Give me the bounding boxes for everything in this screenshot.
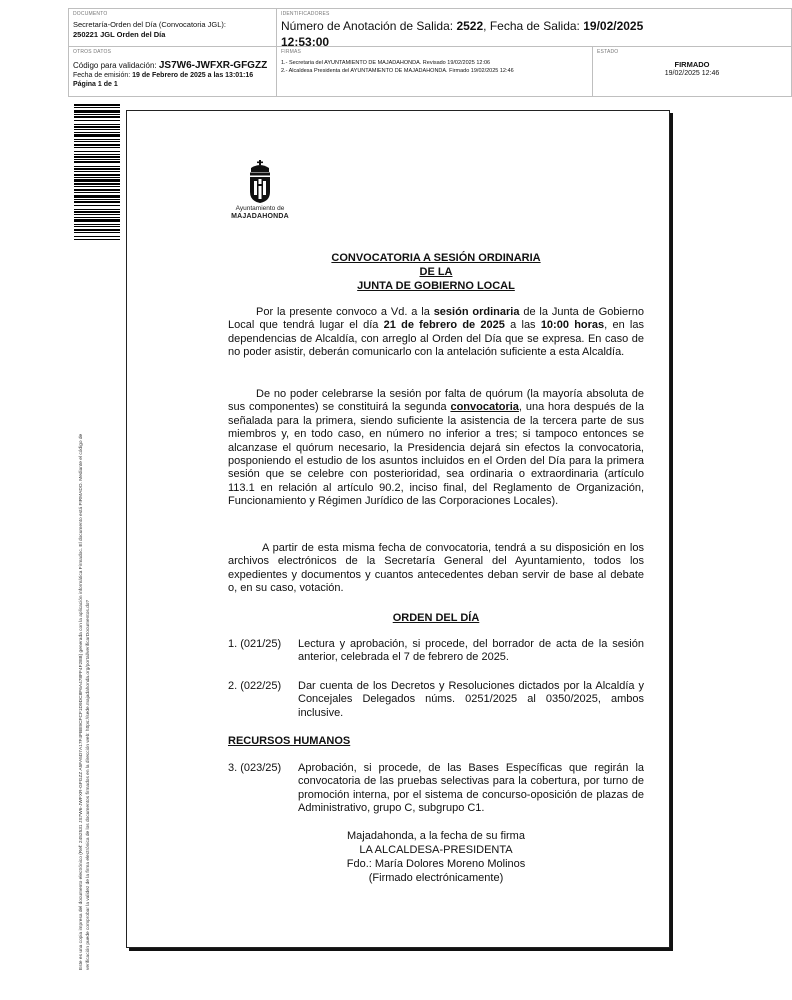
signature-role: LA ALCALDESA-PRESIDENTA — [359, 844, 513, 856]
anotacion-prefix: Número de Anotación de Salida: — [281, 19, 457, 33]
p1-bold-sesion: sesión ordinaria — [433, 306, 520, 318]
p1-bold-date: 21 de febrero de 2025 — [383, 319, 505, 332]
status-date: 19/02/2025 12:46 — [664, 70, 720, 77]
barcode-icon — [74, 104, 120, 240]
verification-side-note — [78, 300, 92, 970]
p1-text3: a las — [504, 319, 541, 332]
otros-datos-cell — [69, 47, 277, 96]
barcode-stripe — [74, 192, 120, 193]
paragraph-quorum — [228, 388, 644, 509]
firma-1: 1.- Secretaria del AYUNTAMIENTO DE MAJADAHONDA. Revisado 19/02/2025 12:06 — [281, 60, 491, 66]
anotacion-time: 12:53:00 — [281, 35, 330, 47]
p1-text1: Por la presente convoco a Vd. a la — [256, 306, 434, 318]
signature-place-date: Majadahonda, a la fecha de su firma — [347, 830, 525, 842]
p2-bold-convocatoria: convocatoria — [450, 401, 519, 414]
p2-text1: De no poder celebrarse la sesión por falta de quórum (la mayoría absoluta de sus componentes) se constituirá la segunda — [228, 388, 644, 414]
barcode-stripe — [74, 166, 120, 167]
firmas-cell — [277, 47, 593, 96]
barcode-stripe — [74, 144, 120, 146]
anotacion-date: 19/02/2025 — [583, 19, 644, 33]
emission-label: Fecha de emisión: — [73, 72, 133, 79]
barcode-stripe — [74, 229, 120, 231]
p1-bold-time: 10:00 horas — [540, 319, 605, 332]
page-count: Página 1 de 1 — [73, 81, 118, 88]
barcode-stripe — [74, 199, 120, 200]
barcode-stripe — [74, 179, 120, 182]
validation-code-label: Código para validación: — [73, 61, 159, 70]
barcode-stripe — [74, 201, 120, 203]
emission-date: 19 de Febrero de 2025 a las 13:01:16 — [132, 72, 254, 79]
side-note-line1: Este es una copia impresa del documento electrónico (Ref: 2452531 JS7W6-JWFXR-GFGZZ A5FA5D7A17F4FBE9CFCF1D9DC8F6A478FF4F2EB) generada con la aplicación informática Firmadoc. El documento está FIRMADO. Mediante el código de — [79, 433, 84, 970]
emission-line — [73, 71, 272, 80]
barcode-stripe — [74, 141, 120, 142]
documento-caption: DOCUMENTO — [73, 11, 108, 17]
agenda-item — [228, 680, 644, 720]
barcode-stripe — [74, 209, 120, 210]
barcode-stripe — [74, 156, 120, 158]
crown-coat-of-arms-icon — [245, 160, 275, 204]
title-line3: JUNTA DE GOBIERNO LOCAL — [357, 280, 515, 292]
firmas-caption: FIRMAS — [281, 49, 302, 55]
barcode-stripe — [74, 177, 120, 178]
document-metadata-header — [68, 8, 792, 97]
otros-datos-caption: OTROS DATOS — [73, 49, 112, 55]
estado-caption: ESTADO — [597, 49, 619, 55]
agenda-item — [228, 638, 644, 665]
p1-text2: de la Junta de Gobierno Local que tendrá lugar el día — [228, 306, 644, 332]
anotacion-time-line — [281, 35, 787, 47]
documento-cell — [69, 9, 277, 47]
barcode-stripe — [74, 224, 120, 225]
barcode-stripe — [74, 154, 120, 155]
barcode-stripe — [74, 132, 120, 133]
barcode-stripe — [74, 239, 120, 240]
agenda-item — [228, 762, 644, 816]
documento-line1: Secretaría-Orden del Día (Convocatoria JGL): — [73, 20, 226, 29]
firma-2: 2.- Alcaldesa Presidenta del AYUNTAMIENTO DE MAJADAHONDA. Firmado 19/02/2025 12:46 — [281, 68, 514, 74]
logo-text-line1: Ayuntamiento de — [235, 205, 285, 212]
barcode-stripe — [74, 189, 120, 191]
identificadores-cell — [277, 9, 791, 47]
barcode-stripe — [74, 107, 120, 108]
anotacion-mid: , Fecha de Salida: — [483, 19, 584, 33]
barcode-stripe — [74, 120, 120, 121]
barcode-stripe — [74, 151, 120, 152]
barcode-stripe — [74, 217, 120, 218]
barcode-stripe — [74, 195, 120, 198]
logo-text-line2: MAJADAHONDA — [231, 213, 289, 220]
barcode-stripe — [74, 124, 120, 125]
paragraph-disposicion: A partir de esta misma fecha de convocatoria, tendrá a su disposición en los archivos electrónicos de la Secretaría General del Ayuntamiento, todos los expedientes y documentos y cuantos antecedentes deban servir de base al debate o, en su caso, votación. — [228, 542, 644, 595]
barcode-stripe — [74, 159, 120, 160]
city-logo — [228, 160, 292, 230]
anotacion-salida — [281, 19, 787, 34]
barcode-stripe — [74, 168, 120, 170]
barcode-stripe — [74, 129, 120, 130]
document-page-frame — [126, 110, 670, 948]
barcode-stripe — [74, 104, 120, 106]
agenda-item-number: 2. (022/25) — [228, 680, 282, 692]
barcode-stripe — [74, 134, 120, 137]
barcode-stripe — [74, 232, 120, 233]
p2-text2: , una hora después de la señalada para la primera, siendo suficiente la asistencia de la tercera parte de sus miembros y, en todo caso, en número no inferior a tres; si tampoco entonces se alcanzase el quórum necesario, la Presidencia dejará sin efectos la convocatoria, posponiendo el estudio de los asuntos incluidos en el Orden del Día para la primera sesión que se celebre con posterioridad, sea ordinaria o extraordinaria (artículo 113.1 en relación al artículo 90.2, inciso final, del Reglamento de Organización, Funcionamiento y Régimen Jurídico de las Corporaciones Locales). — [228, 401, 644, 508]
barcode-stripe — [74, 186, 120, 187]
barcode-stripe — [74, 205, 120, 206]
agenda-item-text: Lectura y aprobación, si procede, del borrador de acta de la sesión anterior, celebrada el 7 de febrero de 2025. — [298, 638, 644, 664]
documento-line2: 250221 JGL Orden del Día — [73, 30, 166, 39]
signature-block — [228, 829, 644, 885]
barcode-stripe — [74, 226, 120, 227]
barcode-stripe — [74, 219, 120, 222]
barcode-stripe — [74, 116, 120, 118]
barcode-stripe — [74, 214, 120, 215]
barcode-stripe — [74, 147, 120, 148]
estado-cell — [593, 47, 791, 96]
paragraph-convocatoria — [228, 306, 644, 360]
barcode-stripe — [74, 139, 120, 140]
barcode-stripe — [74, 183, 120, 185]
barcode-stripe — [74, 161, 120, 163]
title-line2: DE LA — [419, 266, 453, 278]
agenda-item-number: 3. (023/25) — [228, 762, 282, 774]
signature-name: Fdo.: María Dolores Moreno Molinos — [346, 858, 526, 870]
barcode-stripe — [74, 211, 120, 213]
agenda-item-text: Aprobación, si procede, de las Bases Específicas que regirán la convocatoria de las pruebas selectivas para la cobertura, por turno de promoción interna, por el sistema de concurso-oposición de plazas de Administrativo, grupo C, subgrupo C1. — [298, 762, 644, 815]
signature-note: (Firmado electrónicamente) — [368, 872, 504, 884]
validation-code: JS7W6-JWFXR-GFGZZ — [158, 60, 268, 71]
orden-del-dia-title: ORDEN DEL DÍA — [392, 612, 480, 624]
side-note-line2: verificación puede comprobar la validez de la firma electrónica de los documentos firmados en la dirección web: https://sede.majadahonda.org/portal/verificarDocumentos.do? — [86, 599, 91, 970]
barcode-stripe — [74, 174, 120, 176]
anotacion-number: 2522 — [456, 19, 484, 33]
barcode-stripe — [74, 236, 120, 237]
validation-code-line — [73, 60, 272, 71]
barcode-stripe — [74, 171, 120, 172]
status-badge: FIRMADO — [674, 60, 710, 69]
barcode-stripe — [74, 110, 120, 113]
agenda-item-number: 1. (021/25) — [228, 638, 282, 650]
p1-text4: , en las dependencias de Alcaldía, con arreglo al Orden del Día que se expresa. En caso de no poder asistir, deberán comunicarlo con la antelación suficiente a esta Alcaldía. — [228, 319, 644, 359]
identificadores-caption: IDENTIFICADORES — [281, 11, 330, 17]
barcode-stripe — [74, 114, 120, 115]
title-line1: CONVOCATORIA A SESIÓN ORDINARIA — [331, 252, 541, 264]
section-recursos-humanos: RECURSOS HUMANOS — [228, 735, 351, 747]
barcode-stripe — [74, 126, 120, 128]
agenda-item-text: Dar cuenta de los Decretos y Resoluciones dictados por la Alcaldía y Concejales Delegados núms. 0251/2025 al 0350/2025, ambos inclusive. — [298, 680, 644, 719]
